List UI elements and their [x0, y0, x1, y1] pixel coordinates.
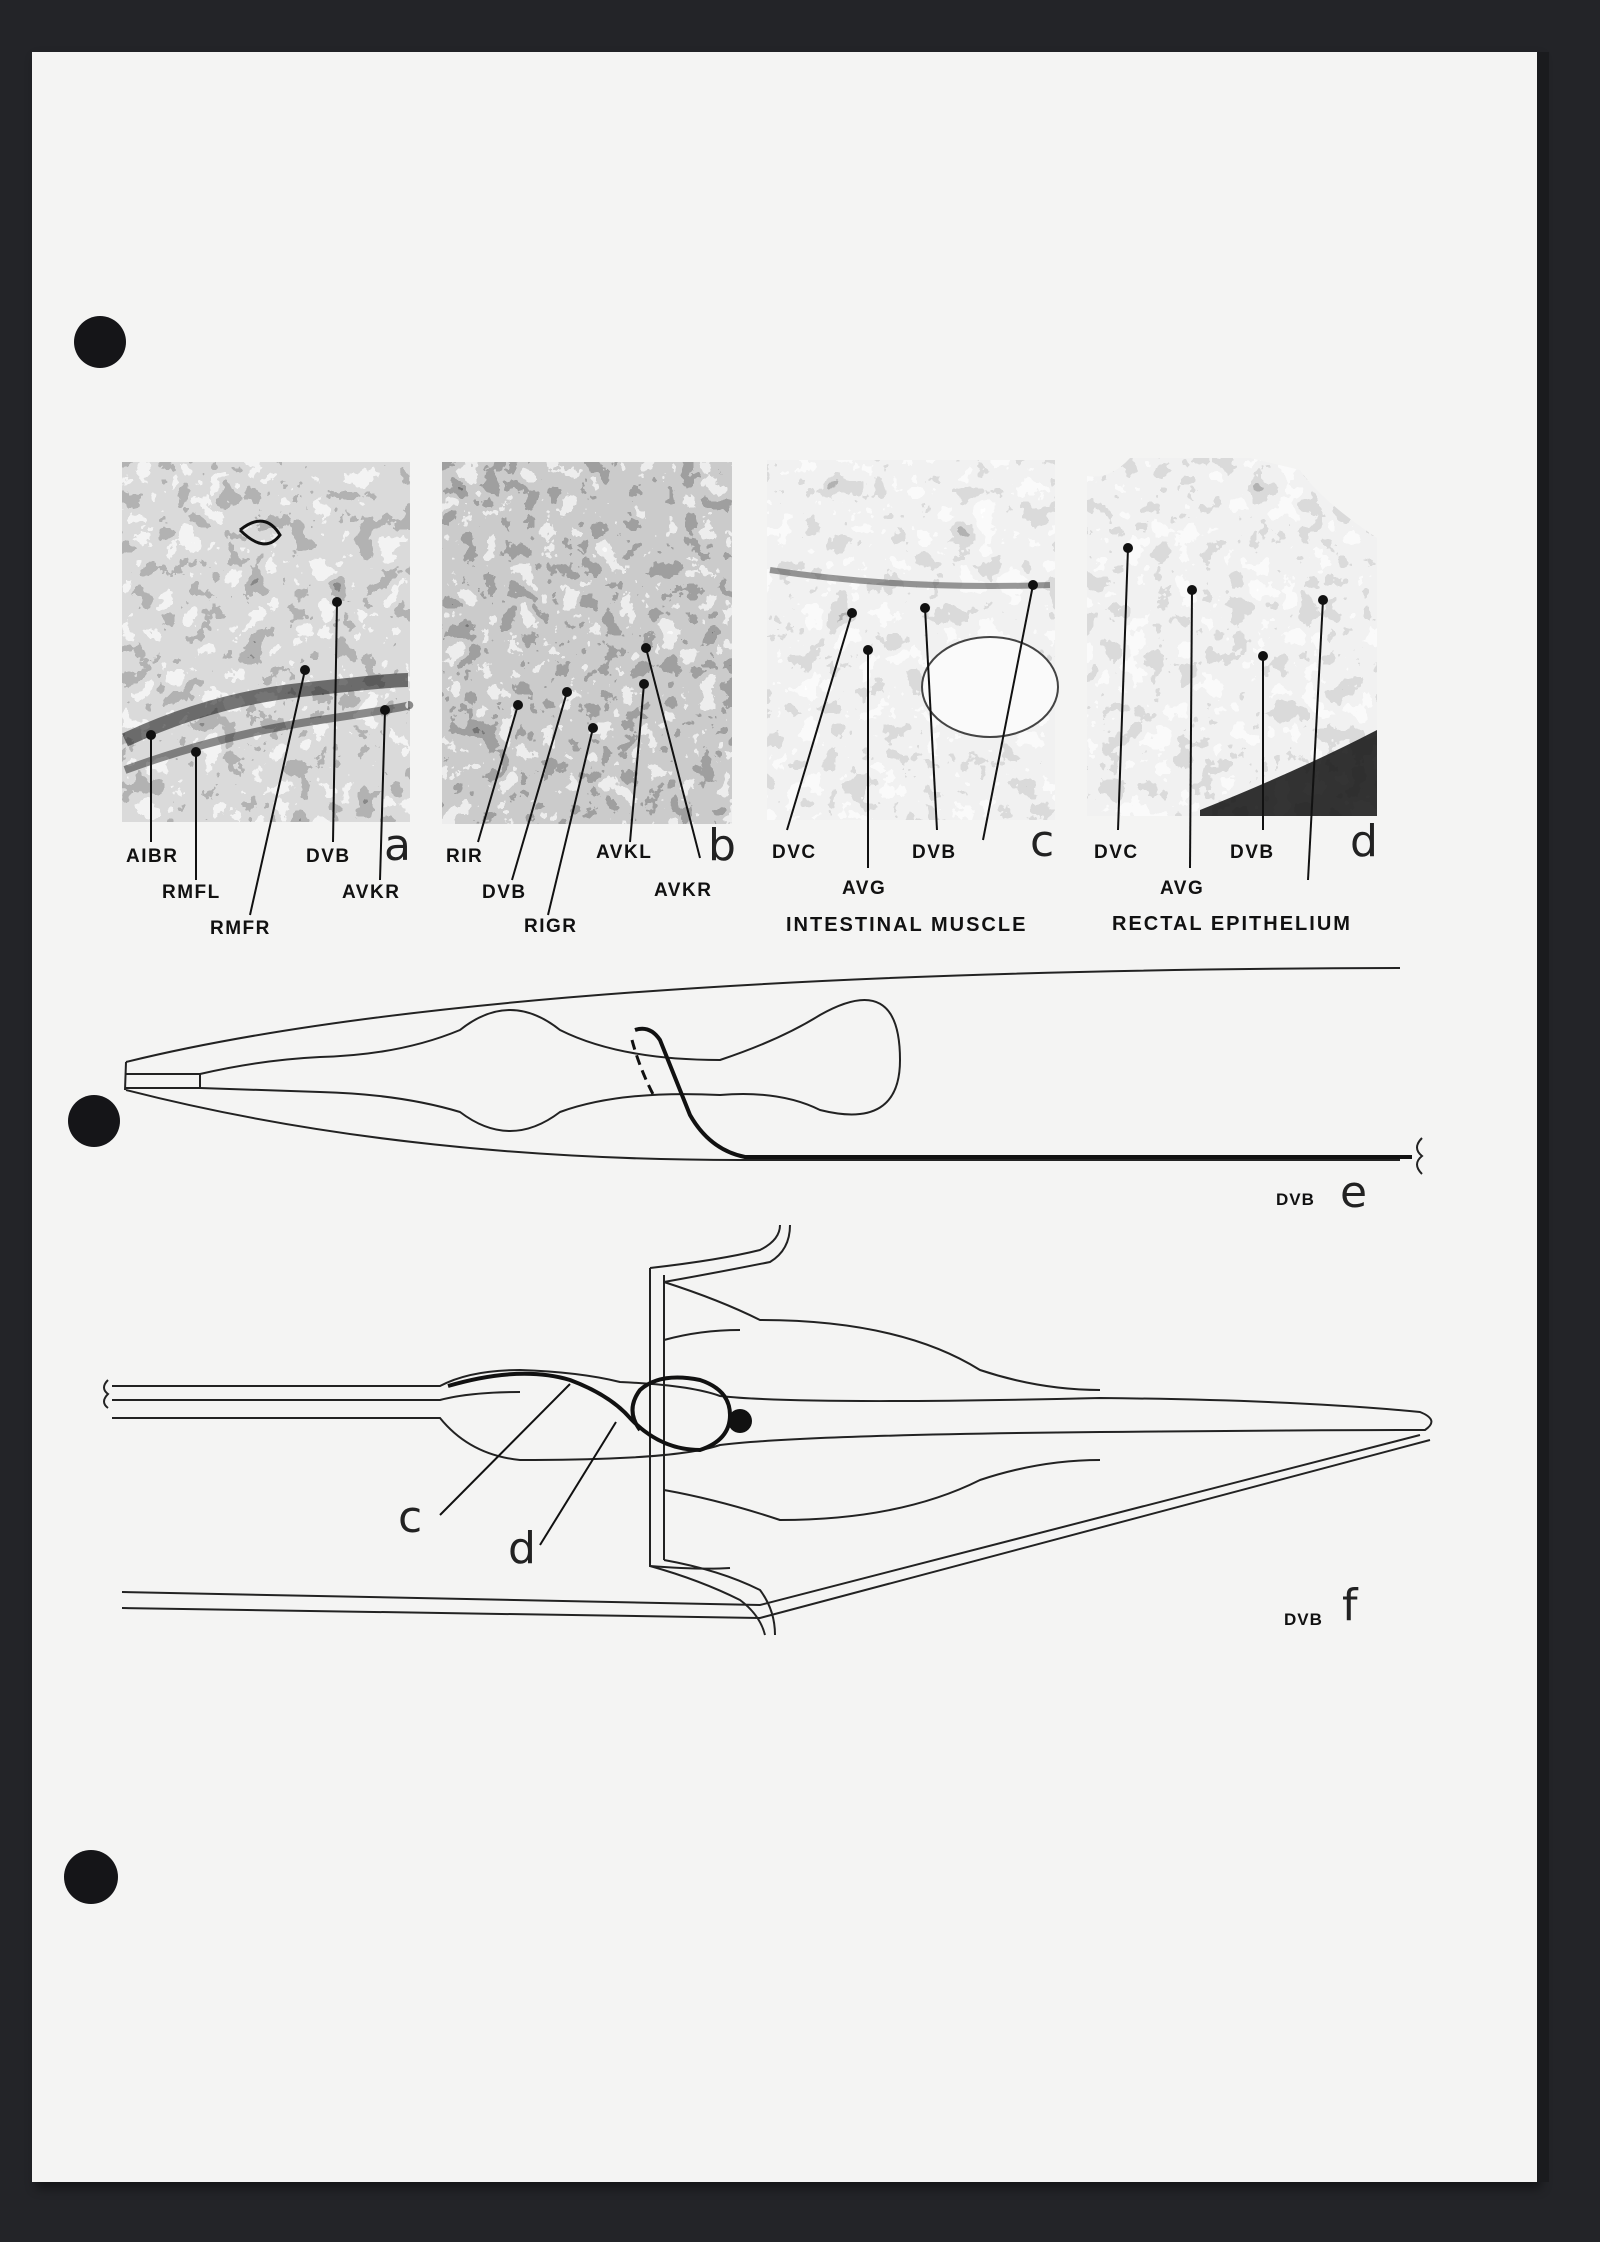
- section-marker-c: c: [398, 1492, 423, 1543]
- diagram-f-tail: [104, 1225, 1431, 1635]
- label-avkr-b: AVKR: [654, 880, 713, 901]
- label-dvc-d: DVC: [1094, 842, 1139, 863]
- label-avkl: AVKL: [596, 842, 653, 863]
- label-avg-d: AVG: [1160, 878, 1205, 899]
- panel-letter-b: b: [708, 820, 736, 871]
- label-rir: RIR: [446, 846, 484, 867]
- label-avg-c: AVG: [842, 878, 887, 899]
- label-rigr: RIGR: [524, 916, 578, 937]
- label-dvb-d: DVB: [1230, 842, 1275, 863]
- label-dvb-c: DVB: [912, 842, 957, 863]
- caption-rectal-epithelium: RECTAL EPITHELIUM: [1112, 913, 1352, 935]
- label-aibr: AIBR: [126, 846, 179, 867]
- panel-letter-d: d: [1350, 816, 1378, 867]
- panel-letter-f: f: [1342, 1580, 1358, 1631]
- micrograph-c: [767, 460, 1058, 936]
- dvb-cell-body: [728, 1409, 752, 1433]
- diagram-f-neuron-label: DVB: [1284, 1610, 1323, 1629]
- label-dvb-a: DVB: [306, 846, 351, 867]
- label-dvc-c: DVC: [772, 842, 817, 863]
- label-rmfr: RMFR: [210, 918, 271, 939]
- panel-letter-e: e: [1340, 1167, 1368, 1218]
- panel-letter-c: c: [1030, 816, 1055, 867]
- caption-intestinal-muscle: INTESTINAL MUSCLE: [786, 914, 1028, 936]
- micrograph-b: [442, 462, 736, 937]
- section-marker-d: d: [508, 1523, 536, 1574]
- label-dvb-b: DVB: [482, 882, 527, 903]
- micrograph-a: [122, 462, 411, 939]
- dvb-neuron-loop-f: [448, 1374, 730, 1450]
- label-avkr-a: AVKR: [342, 882, 401, 903]
- micrograph-d: [1087, 458, 1380, 935]
- diagram-e-head: [125, 968, 1422, 1218]
- diagram-e-neuron-label: DVB: [1276, 1190, 1315, 1209]
- label-rmfl: RMFL: [162, 882, 221, 903]
- panel-letter-a: a: [384, 820, 411, 871]
